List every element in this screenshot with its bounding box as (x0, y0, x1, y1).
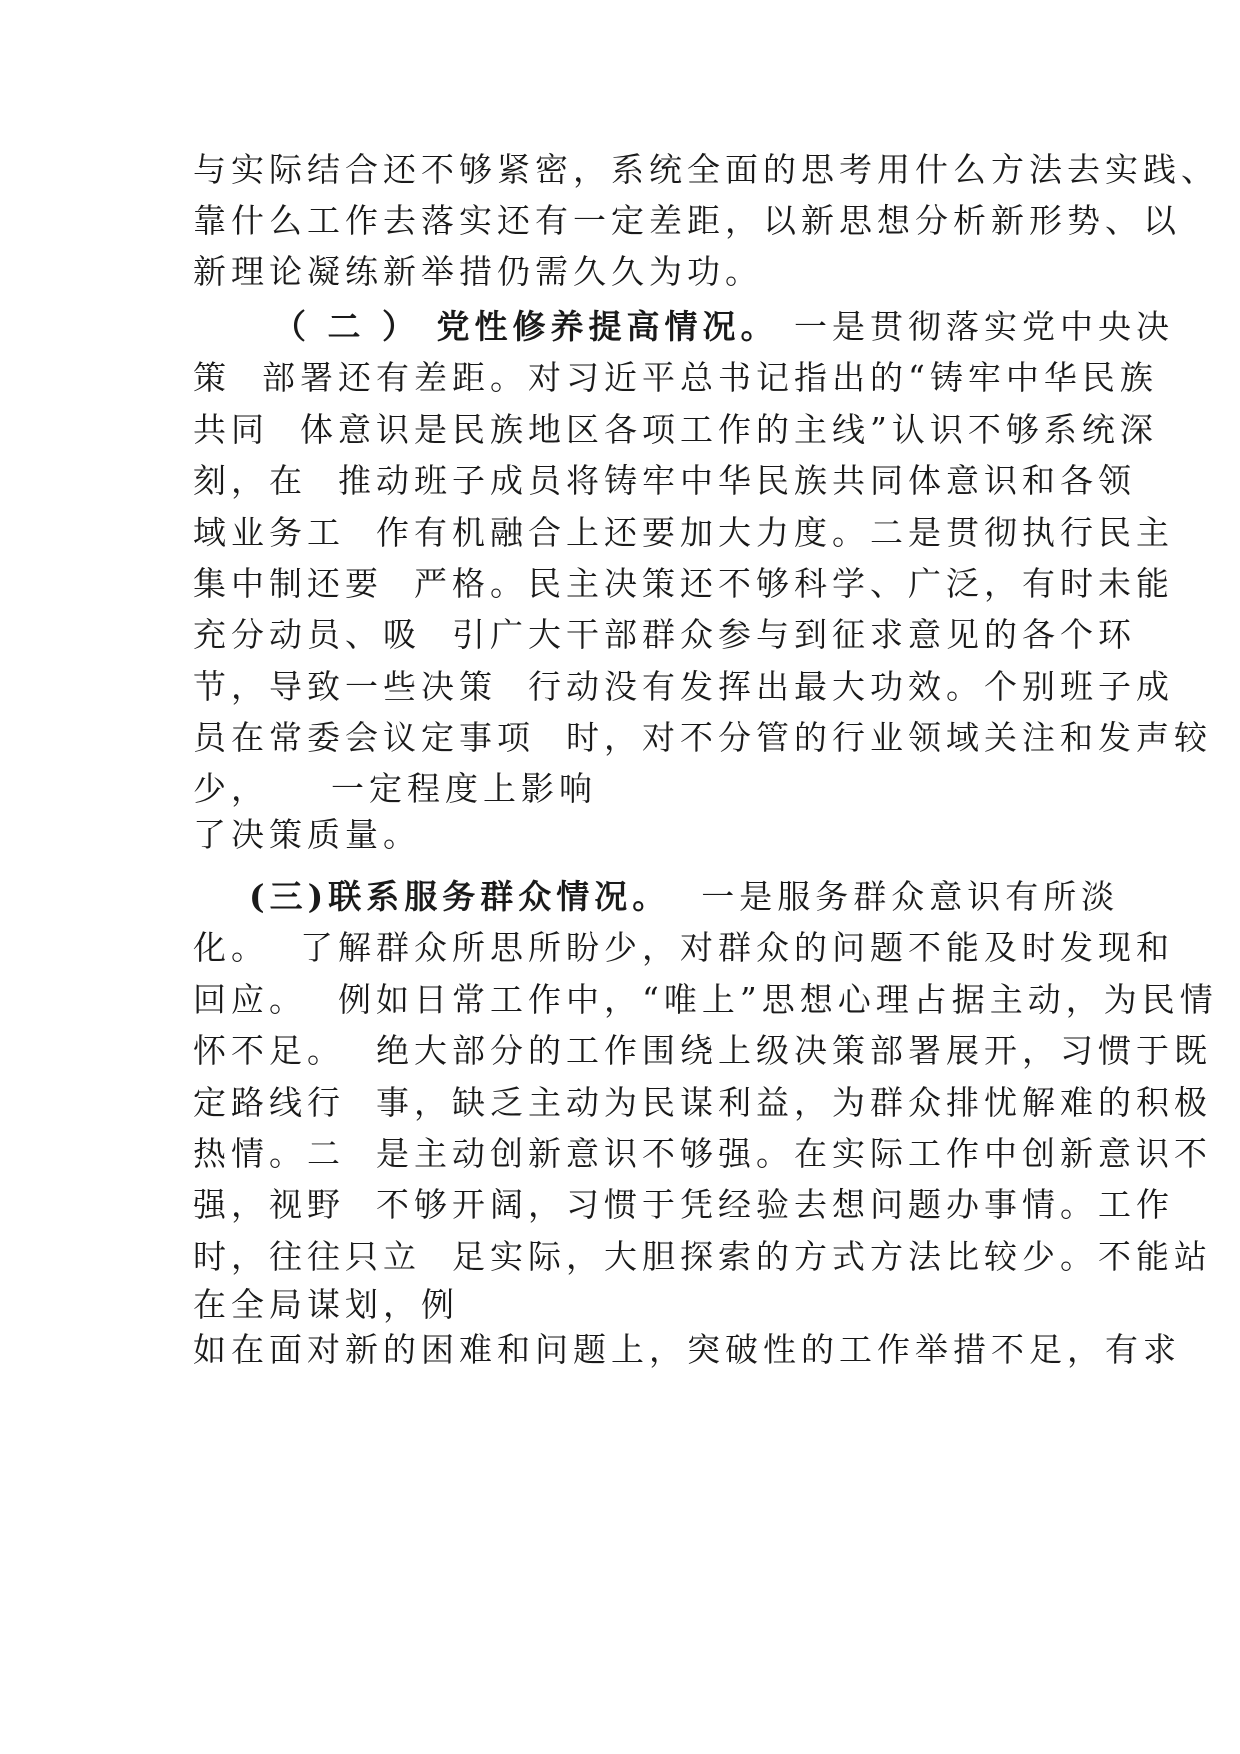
body-text-line: 集中制还要 严格。民主决策还不够科学、广泛，有时未能 (193, 564, 1174, 603)
body-text-line: 新理论凝练新举措仍需久久为功。 (193, 252, 763, 291)
body-text-line: 刻，在 推动班子成员将铸牢中华民族共同体意识和各领 (193, 461, 1136, 500)
body-text-line: 怀不足。 绝大部分的工作围绕上级决策部署展开，习惯于既 (193, 1031, 1212, 1070)
body-text-line: 回应。 例如日常工作中，“唯上”思想心理占据主动，为民情 (193, 980, 1218, 1019)
section-heading-line (249, 877, 1119, 917)
body-text-line: 强，视野 不够开阔，习惯于凭经验去想问题办事情。工作 (193, 1185, 1174, 1224)
body-text-line: 如在面对新的困难和问题上，突破性的工作举措不足，有求 (193, 1330, 1181, 1369)
body-text-line: 员在常委会议定事项 时，对不分管的行业领域关注和发声较 (193, 718, 1212, 757)
body-text: 一是贯彻落实党中央决 (778, 307, 1174, 346)
body-text-line: 时，往往只立 足实际，大胆探索的方式方法比较少。不能站 (193, 1237, 1212, 1276)
body-text-line: 在全局谋划，例 (193, 1285, 459, 1324)
document-page (193, 0, 1219, 1754)
section-heading-line (273, 307, 1174, 347)
body-text-line: 节，导致一些决策 行动没有发挥出最大功效。个别班子成 (193, 667, 1174, 706)
body-text-line: 策 部署还有差距。对习近平总书记指出的“铸牢中华民族 (193, 358, 1158, 397)
body-text-line: 了决策质量。 (193, 815, 421, 854)
section-heading: (三)联系服务群众情况。 (249, 877, 671, 916)
body-text-line: 域业务工 作有机融合上还要加大力度。二是贯彻执行民主 (193, 513, 1174, 552)
body-text-line: 与实际结合还不够紧密，系统全面的思考用什么方法去实践、 (193, 150, 1219, 189)
section-heading: （ 二 ） 党性修养提高情况。 (273, 307, 779, 346)
body-text-line: 共同 体意识是民族地区各项工作的主线”认识不够系统深 (193, 410, 1158, 449)
body-text-line: 少， 一定程度上影响 (193, 769, 597, 808)
body-text: 一是服务群众意识有所淡 (670, 877, 1120, 916)
body-text-line: 充分动员、吸 引广大干部群众参与到征求意见的各个环 (193, 615, 1136, 654)
body-text-line: 化。 了解群众所思所盼少，对群众的问题不能及时发现和 (193, 928, 1174, 967)
body-text-line: 热情。二 是主动创新意识不够强。在实际工作中创新意识不 (193, 1134, 1212, 1173)
body-text-line: 定路线行 事，缺乏主动为民谋利益，为群众排忧解难的积极 (193, 1083, 1212, 1122)
body-text-line: 靠什么工作去落实还有一定差距，以新思想分析新形势、以 (193, 201, 1181, 240)
